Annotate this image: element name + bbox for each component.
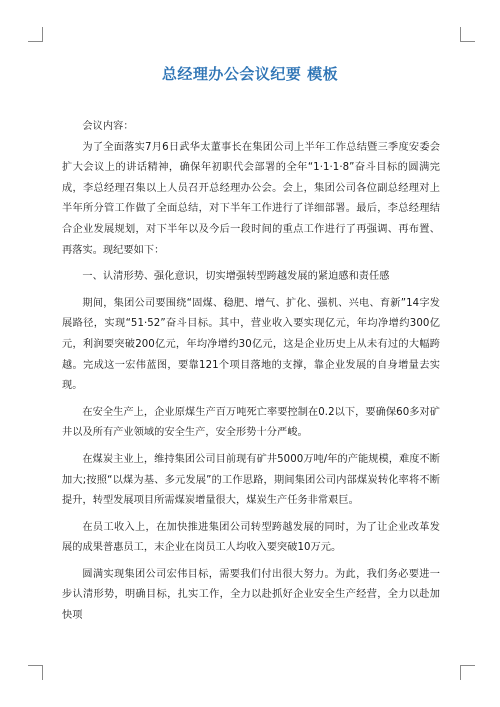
paragraph-targets: 期间，集团公司要围绕“固煤、稳肥、增气、扩化、强机、兴电、育新”14字发展路径，实现“51·52”奋斗目标。其中，营业收入要实现亿元，年均净增约300亿元，利润要突破200亿元，年均净增约30亿元，这是企业历史上从未有过的大幅跨越。完成这一宏伟蓝图，要靠121个项目落地的支撑，靠企业发展的自身增量去实现。 (62, 297, 440, 392)
paragraph-coal: 在煤炭主业上，维持集团公司目前现有矿井5000万吨/年的产能规模，难度不断加大;按照“以煤为基、多元发展”的工作思路，期间集团公司内部煤炭转化率将不断提升，转型发展项目所需煤炭增量很大，煤炭生产任务非常艰巨。 (62, 453, 440, 507)
crop-mark-bottom-left (28, 665, 43, 680)
crop-mark-bottom-right (460, 665, 475, 680)
paragraph-goals: 圆满实现集团公司宏伟目标，需要我们付出很大努力。为此，我们务必要进一步认清形势，明确目标，扎实工作，全力以赴抓好企业安全生产经营，全力以赴加快项 (62, 568, 440, 622)
section-heading-1: 一、认清形势、强化意识，切实增强转型跨越发展的紧迫感和责任感 (82, 271, 390, 283)
paragraph-safety: 在安全生产上，企业原煤生产百万吨死亡率要控制在0.2以下，要确保60多对矿井以及所有产业领域的安全生产，安全形势十分严峻。 (62, 406, 440, 439)
crop-mark-top-left (28, 27, 43, 42)
paragraph-intro: 为了全面落实7月6日武华太董事长在集团公司上半年工作总结暨三季度安委会扩大会议上的讲话精神，确保年初职代会部署的全年“1·1·1·8”奋斗目标的圆满完成，李总经理召集以上人员召开总经理办公会。会上，集团公司各位副总经理对上半年所分管工作做了全面总结，对下半年工作进行了详细部署。最后，李总经理结合企业发展规划，对下半年以及今后一段时间的重点工作进行了再强调、再布置、再落实。现纪要如下： (62, 141, 440, 256)
document-title: 总经理办公会议纪要 模板 (161, 65, 339, 83)
crop-mark-top-right (460, 27, 475, 42)
paragraph-income: 在员工收入上，在加快推进集团公司转型跨越发展的同时，为了让企业改革发展的成果普惠员工，末企业在岗员工人均收入要突破10万元。 (62, 521, 440, 554)
intro-label: 会议内容： (82, 121, 134, 132)
document-body (62, 117, 440, 627)
